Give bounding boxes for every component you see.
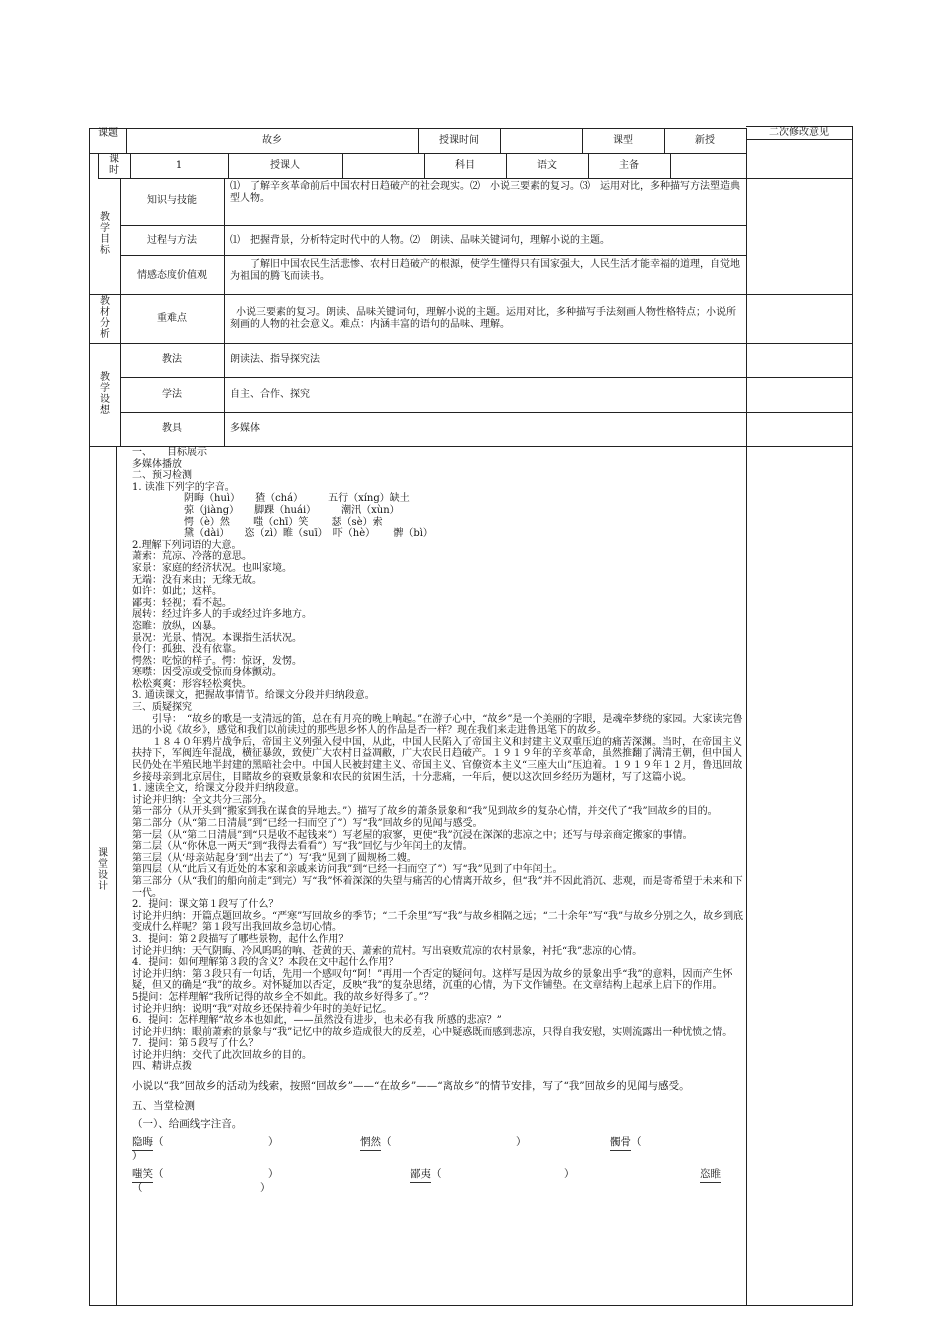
vocab-line: 寒噤：因受凉或受惊而身体颤动。 <box>132 667 282 679</box>
layer-one: 第一层（从“第二日清晨”到“只是收不起钱来”）写老屋的寂寥，更使“我”沉浸在深深的悲凉之中；还写与母亲商定搬家的事情。 <box>132 829 693 841</box>
rule <box>670 153 671 178</box>
layer-two: 第二层（从“你休息一两天”到“我得去看看”）写“我”回忆与少年闰土的友情。 <box>132 841 473 853</box>
learning-method-label: 学法 <box>162 389 182 400</box>
vocab-line: 景况：光景、情况。本课指生活状况。 <box>132 632 302 644</box>
layer-four: 第四层（从“此后又有近处的本家和亲戚来访问我”到“已经一扫而空了”）写“我”见到了中年闰土。 <box>132 864 563 876</box>
intro-paragraph: 引导： “故乡的歌是一支清远的笛，总在有月亮的晚上响起。”在游子心中，“故乡”是一个美丽的字眼，是魂牵梦绕的家园。大家读完鲁迅的小说《故乡》，感觉和我们以前读过的那些思乡怀人的作品是否一样？现在我们来走进鲁迅笔下的故乡。 <box>132 713 743 737</box>
vocab-line: 萧索：荒凉、冷落的意思。 <box>132 551 252 563</box>
analysis-line: 1. 速读全文，给课文分段并归纳段意。 <box>132 783 305 795</box>
answer-blank-close: ） <box>516 1136 527 1149</box>
classroom-section-label: 课堂设计 <box>98 848 108 892</box>
design-section-label: 教学设想 <box>100 372 110 416</box>
lesson-title: 故乡 <box>262 135 282 146</box>
rule <box>89 153 746 154</box>
vocab-line: 三、质疑探究 <box>132 702 192 714</box>
emotion-text: 了解旧中国农民生活悲惨、农村日趋破产的根源，使学生懂得只有国家强大，人民生活才能幸福的道理，自觉地为祖国的腾飞而读书。 <box>230 259 740 282</box>
rule <box>500 128 501 153</box>
rule <box>342 153 343 178</box>
answer-blank-close: ） <box>564 1168 575 1181</box>
rule <box>852 126 853 139</box>
vocab-line: 2.理解下列词语的大意。 <box>132 539 242 551</box>
vocab-line: 无端：没有来由；无缘无故。 <box>132 574 262 586</box>
exercise-word: 嗤笑（ <box>132 1166 164 1183</box>
pinyin-line: 弶（jiàng） 脚踝（huái） 潮汛（xùn） <box>184 504 400 516</box>
content-line: 1. 读准下列字的字音。 <box>132 481 235 493</box>
learning-method-text: 自主、合作、探究 <box>230 389 310 400</box>
rule <box>89 128 90 1305</box>
rule <box>89 294 853 295</box>
lesson-hours-label: 课时 <box>109 154 119 176</box>
lesson-type-value: 新授 <box>695 135 715 146</box>
teaching-aids-label: 教具 <box>162 423 182 434</box>
answer-blank-close: ） <box>132 1150 143 1163</box>
vocab-line: 家景：家庭的经济状况。也叫家境。 <box>132 562 292 574</box>
rule <box>98 153 99 178</box>
lesson-hours-value: 1 <box>175 160 183 171</box>
answer-blank-close: ） <box>268 1136 279 1149</box>
answer-3: 讨论并归纳：天气阴晦、冷风呜呜的响、苍黄的天、萧索的荒村。写出衰败荒凉的农村景象，衬托“我”悲凉的心情。 <box>132 945 643 957</box>
rule <box>852 139 853 1305</box>
part-three: 第三部分（从“我们的船向前走”到完）写“我”怀着深深的失望与痛苦的心情离开故乡，但“我”并不因此消沉、悲观，而是寄希望于未来和下一代。 <box>132 875 743 899</box>
analysis-section-label: 教材分析 <box>100 296 110 340</box>
classroom-content <box>132 447 744 1196</box>
goals-section-label: 教学目标 <box>100 212 110 256</box>
section-five-heading: 五、当堂检测 <box>132 1100 195 1113</box>
rule <box>89 343 853 344</box>
process-text: ⑴ 把握背景，分析特定时代中的人物。⑵ 朗读、品味关键词句，理解小说的主题。 <box>230 235 610 246</box>
revision-notes-label: 二次修改意见 <box>769 127 829 138</box>
subject-value: 语文 <box>537 160 557 171</box>
answer-blank-close: ） <box>268 1168 279 1181</box>
question-6: 6．提问：怎样理解“故乡本也如此，——虽然没有进步，也未必有我 所感的悲凉？” <box>132 1015 502 1027</box>
lesson-topic-label: 课题 <box>98 128 118 139</box>
rule <box>120 225 746 226</box>
pinyin-line: 阴晦（huì） 猹（chá） 五行（xíng）缺土 <box>184 493 410 505</box>
exercise-one-heading: （一）、给画线字注音。 <box>132 1118 243 1131</box>
question-5: 5提问：怎样理解“我所记得的故乡全不如此。我的故乡好得多了。”？ <box>132 991 434 1003</box>
answer-blank-open: （ <box>132 1182 143 1195</box>
question-4: 4．提问：如何理解第３段的含义？本段在文中起什么作用？ <box>132 957 399 969</box>
key-points-text: 小说三要素的复习。朗读、品味关键词句，理解小说的主题。运用对比，多种描写手法刻画人物性格特点；小说所刻画的人物的社会意义。难点：内涵丰富的语句的品味、理解。 <box>230 307 736 330</box>
question-3: 3．提问：第２段描写了哪些景物，起什么作用？ <box>132 933 349 945</box>
vocab-line: 愕然：吃惊的样子。愕：惊讶，发愣。 <box>132 655 302 667</box>
exercise-word: 惘然（ <box>360 1134 392 1151</box>
teaching-aids-text: 多媒体 <box>230 423 260 434</box>
teacher-label: 授课人 <box>270 160 300 171</box>
exercise-row <box>132 1134 744 1162</box>
rule <box>89 1305 853 1306</box>
background-paragraph: １８４０年鸦片战争后，帝国主义列强入侵中国，从此，中国人民陷入了帝国主义和封建主义双重压迫的痛苦深渊。当时，在帝国主义扶持下，军阀连年混战，横征暴敛，致使广大农村日益凋敝，广大农民日趋破产。１９１９年的辛亥革命，虽然推翻了满清王朝，但中国人民仍处在半殖民地半封建的黑暗社会中。中国人民被封建主义、帝国主义、官僚资本主义“三座大山”压迫着。１９１９年１２月，鲁迅回故乡接母亲到北京居住，目睹故乡的衰败景象和农民的贫困生活，十分悲痛，一年后，便以这次回乡经历为题材，写了这篇小说。 <box>132 736 743 783</box>
exercise-word: 髑骨（ <box>610 1134 642 1151</box>
content-line: 一、 目标展示 <box>132 447 207 458</box>
part-two: 第二部分（从“第二日清晨”到“已经一扫而空了”）写“我”回故乡的见闻与感受。 <box>132 818 483 829</box>
vocab-line: 松松爽爽：形容轻松爽快。 <box>132 678 252 690</box>
vocab-line: 如许：如此；这样。 <box>132 586 222 598</box>
exercise-word: 鄙夷（ <box>410 1166 442 1183</box>
part-one: 第一部分（从开头到“搬家到我在谋食的异地去。”）描写了故乡的萧条景象和“我”见到故乡的复杂心情，并交代了“我”回故乡的目的。 <box>132 806 718 818</box>
teaching-method-label: 教法 <box>162 354 182 365</box>
vocab-line: 展转：经过许多人的手或经过许多地方。 <box>132 609 312 621</box>
emotion-label: 情感态度价值观 <box>137 270 207 281</box>
teaching-method-text: 朗读法、指导探究法 <box>230 354 320 365</box>
class-time-label: 授课时间 <box>439 135 479 146</box>
process-label: 过程与方法 <box>147 235 197 246</box>
exercise-row <box>132 1166 744 1196</box>
rule <box>116 446 117 1305</box>
rule <box>224 178 225 446</box>
rule <box>98 178 853 179</box>
pinyin-line: 愕（è）然 嗤（chī）笑 瑟（sè）索 <box>184 516 383 528</box>
knowledge-label: 知识与技能 <box>147 195 197 206</box>
vocab-line: 鄙夷：轻视；看不起。 <box>132 597 232 609</box>
vocab-line: 3. 通读课文，把握故事情节。给课文分段并归纳段意。 <box>132 690 375 702</box>
content-line: 二、预习检测 <box>132 470 192 482</box>
exercise-word: 恣睢 <box>700 1166 721 1183</box>
rule <box>120 178 121 446</box>
layer-three: 第三层（从‘母亲站起身’到“出去了”）写‘我”见到了圆规杨二嫂。 <box>132 852 417 864</box>
rule <box>746 128 747 1305</box>
key-points-label: 重难点 <box>157 313 187 324</box>
answer-4: 讨论并归纳：第３段只有一句话，先用一个感叹句“阿！”再用一个否定的疑问句。这样写是因为故乡的景象出乎“我”的意料，因而产生怀疑，但又的确是“我”的故乡。对怀疑加以否定，反映“我”的复杂思绪，沉重的心情，为下文作铺垫。在文章结构上起承上启下的作用。 <box>132 968 733 992</box>
vocab-line: 恣睢：放纵，凶暴。 <box>132 620 222 632</box>
subject-label: 科目 <box>455 160 475 171</box>
knowledge-text: ⑴ 了解辛亥革命前后中国农村日趋破产的社会现实。⑵ 小说三要素的复习。⑶ 运用对比，多种描写方法塑造典型人物。 <box>230 181 740 204</box>
rule <box>120 377 853 378</box>
vocab-line: 伶仃：孤独、没有依靠。 <box>132 644 242 656</box>
rule <box>120 412 853 413</box>
lesson-type-label: 课型 <box>613 135 633 146</box>
rule <box>120 255 746 256</box>
answer-6: 讨论并归纳：眼前萧索的景象与“我”记忆中的故乡造成很大的反差，心中疑惑既而感到悲凉，只得自我安慰，实则流露出一种忧愤之情。 <box>132 1026 733 1038</box>
answer-2: 讨论并归纳：开篇点题回故乡。“严寒”写回故乡的季节；“二千余里”写“我”与故乡相隔之远；“二十余年”写“我”与故乡分别之久，故乡到底变成什么样呢？第１段写出我回故乡急切心情。 <box>132 910 744 934</box>
section-four-heading: 四、精讲点拨 <box>132 1061 192 1073</box>
answer-5: 讨论并归纳：说明“我”对故乡还保持着少年时的美好记忆。 <box>132 1003 393 1015</box>
section-four-text: 小说以“我”回故乡的活动为线索，按照“回故乡”——“在故乡”——“离故乡”的情节安排，写了“我”回故乡的见闻与感受。 <box>132 1080 690 1093</box>
pinyin-line: 黛（dài） 恣（zì）睢（suī） 吓（hè） 髀（bì） <box>184 528 433 540</box>
question-7: 7．提问：第５段写了什么？ <box>132 1038 259 1050</box>
rule <box>746 139 852 140</box>
question-2: 2．提问：课文第１段写了什么？ <box>132 899 279 911</box>
lead-preparer-label: 主备 <box>619 160 639 171</box>
answer-blank-close: ） <box>260 1182 271 1195</box>
analysis-line: 讨论并归纳：全文共分三部分。 <box>132 794 272 806</box>
answer-7: 讨论并归纳：交代了此次回故乡的目的。 <box>132 1049 312 1061</box>
exercise-word: 隐晦（ <box>132 1134 164 1151</box>
content-line: 多媒体播放 <box>132 458 182 470</box>
